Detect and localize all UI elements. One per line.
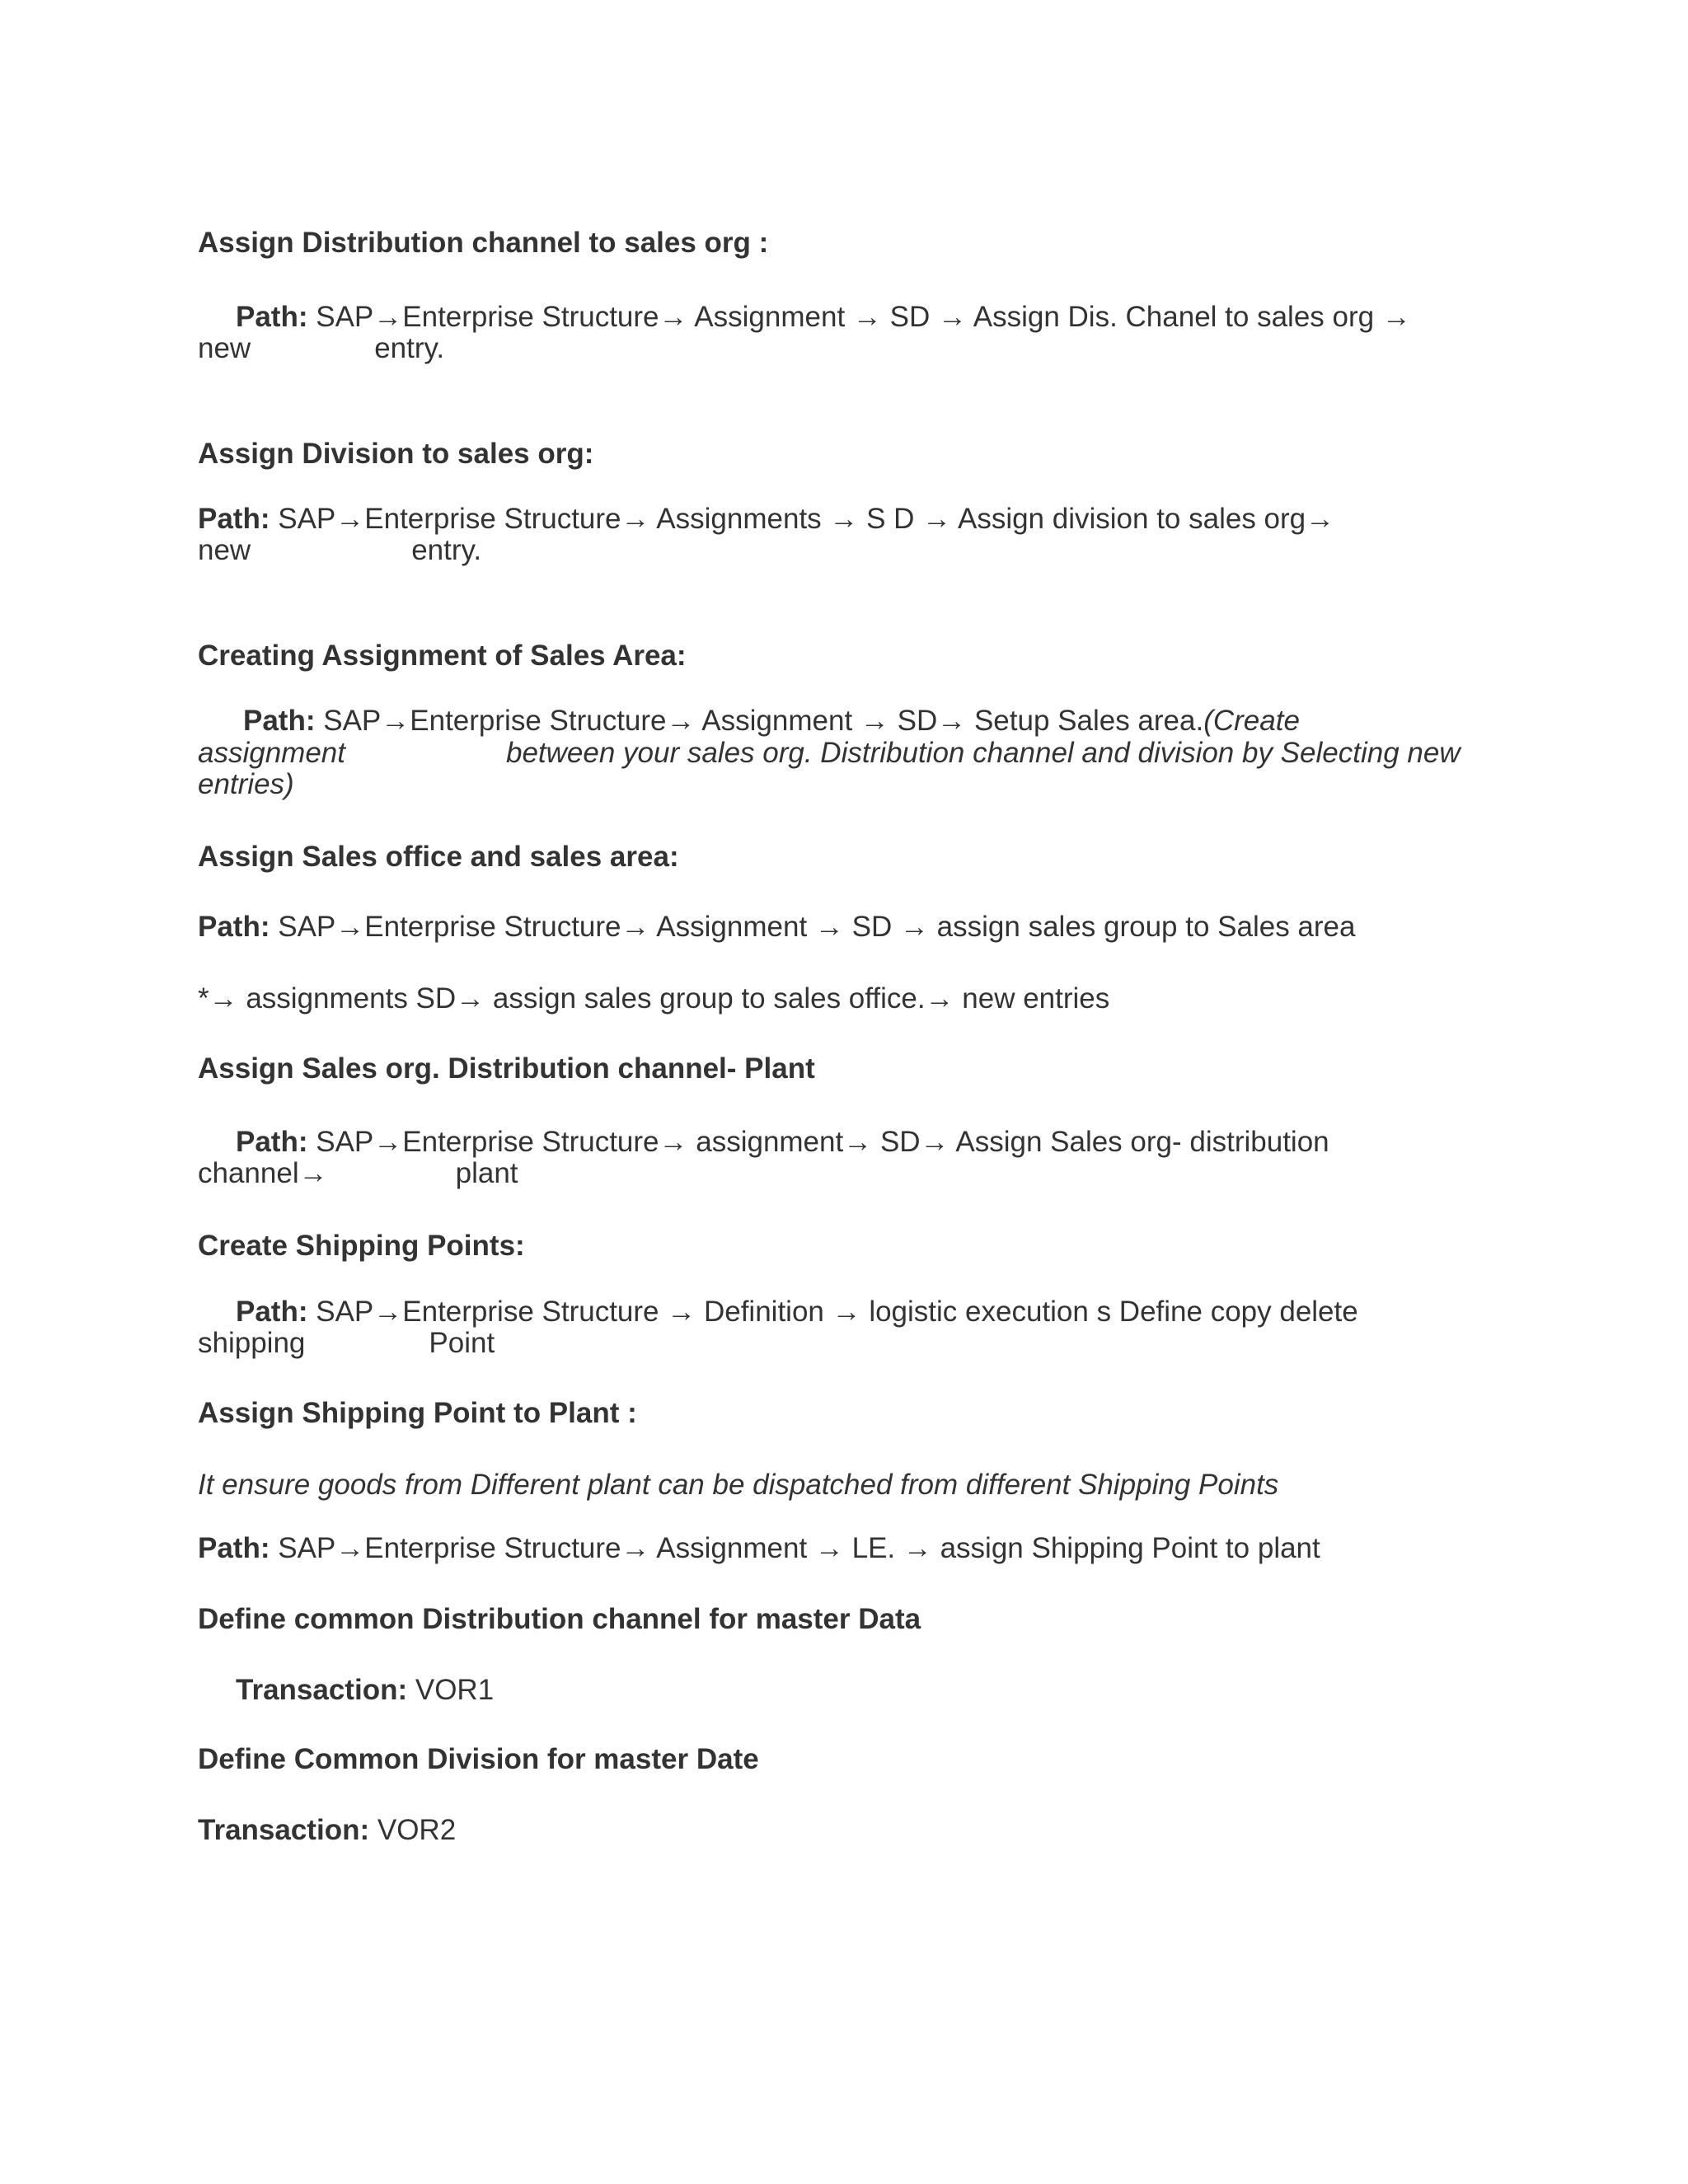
path-line	[198, 911, 1356, 944]
path-text: new	[198, 534, 251, 566]
section-heading-assign-division: Assign Division to sales org:	[198, 438, 594, 470]
transaction-label: Transaction:	[198, 1814, 370, 1846]
section-heading-shipping-points: Create Shipping Points:	[198, 1230, 525, 1262]
path-text: SAP→Enterprise Structure → Definition → logistic execution s Define copy delete	[316, 1296, 1358, 1328]
path-line	[198, 503, 1334, 536]
path-line	[236, 1126, 1329, 1159]
path-label: Path:	[243, 705, 316, 737]
section-heading-sales-area-assignment: Creating Assignment of Sales Area:	[198, 640, 687, 672]
section-heading-common-distribution-channel: Define common Distribution channel for master Data	[198, 1603, 921, 1635]
section-note: It ensure goods from Different plant can be dispatched from different Shipping Points	[198, 1469, 1279, 1501]
path-note: assignment	[198, 737, 345, 769]
path-extra-line: *→ assignments SD→ assign sales group to sales office.→ new entries	[198, 982, 1110, 1015]
path-text: SAP→Enterprise Structure→ Assignment → SD → Assign Dis. Chanel to sales org →	[316, 301, 1411, 333]
path-text: channel→	[198, 1157, 328, 1189]
path-continuation	[198, 332, 444, 365]
transaction-line	[236, 1674, 494, 1707]
path-text: SAP→Enterprise Structure→ Assignment → SD→ Setup Sales area.	[323, 705, 1204, 737]
path-continuation	[198, 534, 481, 567]
section-heading-common-division: Define Common Division for master Date	[198, 1743, 759, 1775]
section-heading-distribution-channel-plant: Assign Sales org. Distribution channel- Plant	[198, 1052, 815, 1085]
path-continuation	[198, 1157, 518, 1190]
path-label: Path:	[236, 301, 308, 333]
path-text: new	[198, 332, 251, 364]
path-line	[236, 301, 1411, 334]
path-continuation	[198, 1327, 495, 1360]
transaction-code: VOR1	[415, 1674, 495, 1706]
path-text: entry.	[411, 534, 482, 566]
transaction-label: Transaction:	[236, 1674, 408, 1706]
transaction-code: VOR2	[377, 1814, 457, 1846]
path-label: Path:	[198, 503, 270, 535]
path-text: SAP→Enterprise Structure→ assignment→ SD→ Assign Sales org- distribution	[316, 1126, 1329, 1158]
path-text: SAP→Enterprise Structure→ Assignment → SD → assign sales group to Sales area	[278, 911, 1356, 943]
section-heading-shipping-point-plant: Assign Shipping Point to Plant :	[198, 1397, 637, 1429]
path-label: Path:	[198, 911, 270, 943]
path-label: Path:	[198, 1532, 270, 1564]
path-text: entry.	[374, 332, 445, 364]
path-text: SAP→Enterprise Structure→ Assignment → LE. → assign Shipping Point to plant	[278, 1532, 1320, 1564]
path-line	[236, 1296, 1358, 1329]
section-heading-assign-distribution-channel: Assign Distribution channel to sales org :	[198, 227, 769, 259]
section-heading-sales-office: Assign Sales office and sales area:	[198, 841, 679, 873]
path-text: shipping	[198, 1327, 306, 1359]
path-text: Point	[429, 1327, 495, 1359]
path-label: Path:	[236, 1126, 308, 1158]
path-continuation	[198, 737, 1461, 770]
path-note: entries)	[198, 768, 294, 800]
path-label: Path:	[236, 1296, 308, 1328]
transaction-line	[198, 1814, 456, 1847]
path-note: (Create	[1203, 705, 1300, 737]
path-note: between your sales org. Distribution channel and division by Selecting new	[505, 737, 1461, 769]
path-text: SAP→Enterprise Structure→ Assignments → S D → Assign division to sales org→	[278, 503, 1335, 535]
path-line	[243, 705, 1300, 738]
path-text: plant	[455, 1157, 518, 1189]
path-line	[198, 1532, 1320, 1565]
